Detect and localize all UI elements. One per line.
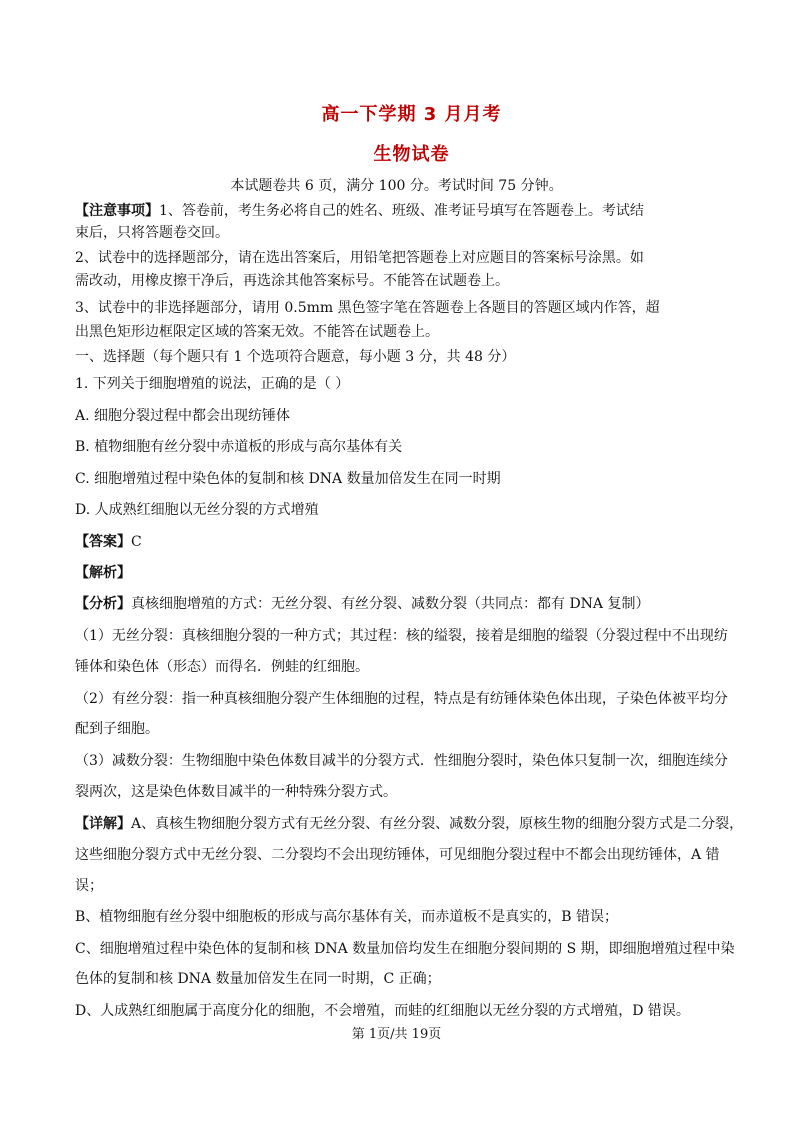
detail-a2: 这些细胞分裂方式中无丝分裂、二分裂均不会出现纺锤体，可见细胞分裂过程中不都会出现纺锤体，A 错 xyxy=(75,847,720,863)
option-b: B. 植物细胞有丝分裂中赤道板的形成与高尔基体有关 xyxy=(75,439,403,455)
analysis-p2b: 配到子细胞。 xyxy=(75,721,159,737)
detail-b1: B、植物细胞有丝分裂中细胞板的形成与高尔基体有关，而赤道板不是真实的，B 错误； xyxy=(75,909,619,925)
section-heading: 一、选择题（每个题只有 1 个选项符合题意，每小题 3 分，共 48 分） xyxy=(75,349,516,365)
analysis-p1a: （1）无丝分裂：真核细胞分裂的一种方式；其过程：核的缢裂，接着是细胞的缢裂（分裂过程中不出现纺 xyxy=(75,628,728,644)
analysis-p3a: （3）减数分裂：生物细胞中染色体数目减半的分裂方式．性细胞分裂时，染色体只复制一次，细胞连续分 xyxy=(75,753,728,769)
option-c: C. 细胞增殖过程中染色体的复制和核 DNA 数量加倍发生在同一时期 xyxy=(75,471,501,487)
page-footer: 第 1页/共 19页 xyxy=(351,1027,442,1042)
fenxi-text: 真核细胞增殖的方式：无丝分裂、有丝分裂、减数分裂（共同点：都有 DNA 复制） xyxy=(131,596,650,612)
notice-line-5: 3、试卷中的非选择题部分，请用 0.5mm 黑色签字笔在答题卷上各题目的答题区域内作答，超 xyxy=(75,300,660,316)
notice-line-1 xyxy=(75,200,735,222)
analysis-p3b: 裂两次，这是染色体数目减半的一种特殊分裂方式。 xyxy=(75,784,397,800)
exam-title: 高一下学期 3 月月考 xyxy=(321,104,502,125)
detail-d1: D、人成熟红细胞属于高度分化的细胞，不会增殖，而蛙的红细胞以无丝分裂的方式增殖，D 错误。 xyxy=(75,1003,690,1019)
intro-line: 本试题卷共 6 页，满分 100 分。考试时间 75 分钟。 xyxy=(230,178,563,194)
detail-c2: 色体的复制和核 DNA 数量加倍发生在同一时期，C 正确； xyxy=(75,971,441,987)
option-a: A. 细胞分裂过程中都会出现纺锤体 xyxy=(75,408,291,424)
notice-label: 【注意事项】 xyxy=(75,203,159,219)
detail-a3: 误； xyxy=(75,878,103,894)
detail-c1: C、细胞增殖过程中染色体的复制和核 DNA 数量加倍均发生在细胞分裂间期的 S 期，即细胞增殖过程中染 xyxy=(75,941,735,957)
answer-label: 【答案】 xyxy=(75,534,131,550)
detail-label: 【详解】 xyxy=(75,816,131,832)
option-d: D. 人成熟红细胞以无丝分裂的方式增殖 xyxy=(75,502,319,518)
fenxi-label: 【分析】 xyxy=(75,596,131,612)
notice-line-3: 2、试卷中的选择题部分，请在选出答案后，用铅笔把答题卷上对应题目的答案标号涂黑。如 xyxy=(75,250,644,266)
analysis-label: 【解析】 xyxy=(75,565,131,581)
analysis-p1b: 锤体和染色体（形态）而得名．例蛙的红细胞。 xyxy=(75,659,369,675)
detail-a1-text: A、真核生物细胞分裂方式有无丝分裂、有丝分裂、减数分裂，原核生物的细胞分裂方式是二分裂， xyxy=(131,816,744,832)
analysis-p2a: （2）有丝分裂：指一种真核细胞分裂产生体细胞的过程，特点是有纺锤体染色体出现，子染色体被平均分 xyxy=(75,691,728,707)
answer-value: C xyxy=(131,534,142,550)
notice-line-6: 出黑色矩形边框限定区域的答案无效。不能答在试题卷上。 xyxy=(75,324,439,340)
analysis-summary xyxy=(75,593,735,615)
exam-subtitle: 生物试卷 xyxy=(373,144,450,165)
notice-line-2: 束后，只将答题卷交回。 xyxy=(75,225,229,241)
notice-text-1: 1、答卷前，考生务必将自己的姓名、班级、准考证号填写在答题卷上。考试结 xyxy=(159,203,644,219)
notice-line-4: 需改动，用橡皮擦干净后，再选涂其他答案标号。不能答在试题卷上。 xyxy=(75,273,509,289)
answer-line xyxy=(75,531,735,553)
question-stem: 1. 下列关于细胞增殖的说法，正确的是（ ） xyxy=(75,376,350,392)
detail-a1 xyxy=(75,813,744,835)
